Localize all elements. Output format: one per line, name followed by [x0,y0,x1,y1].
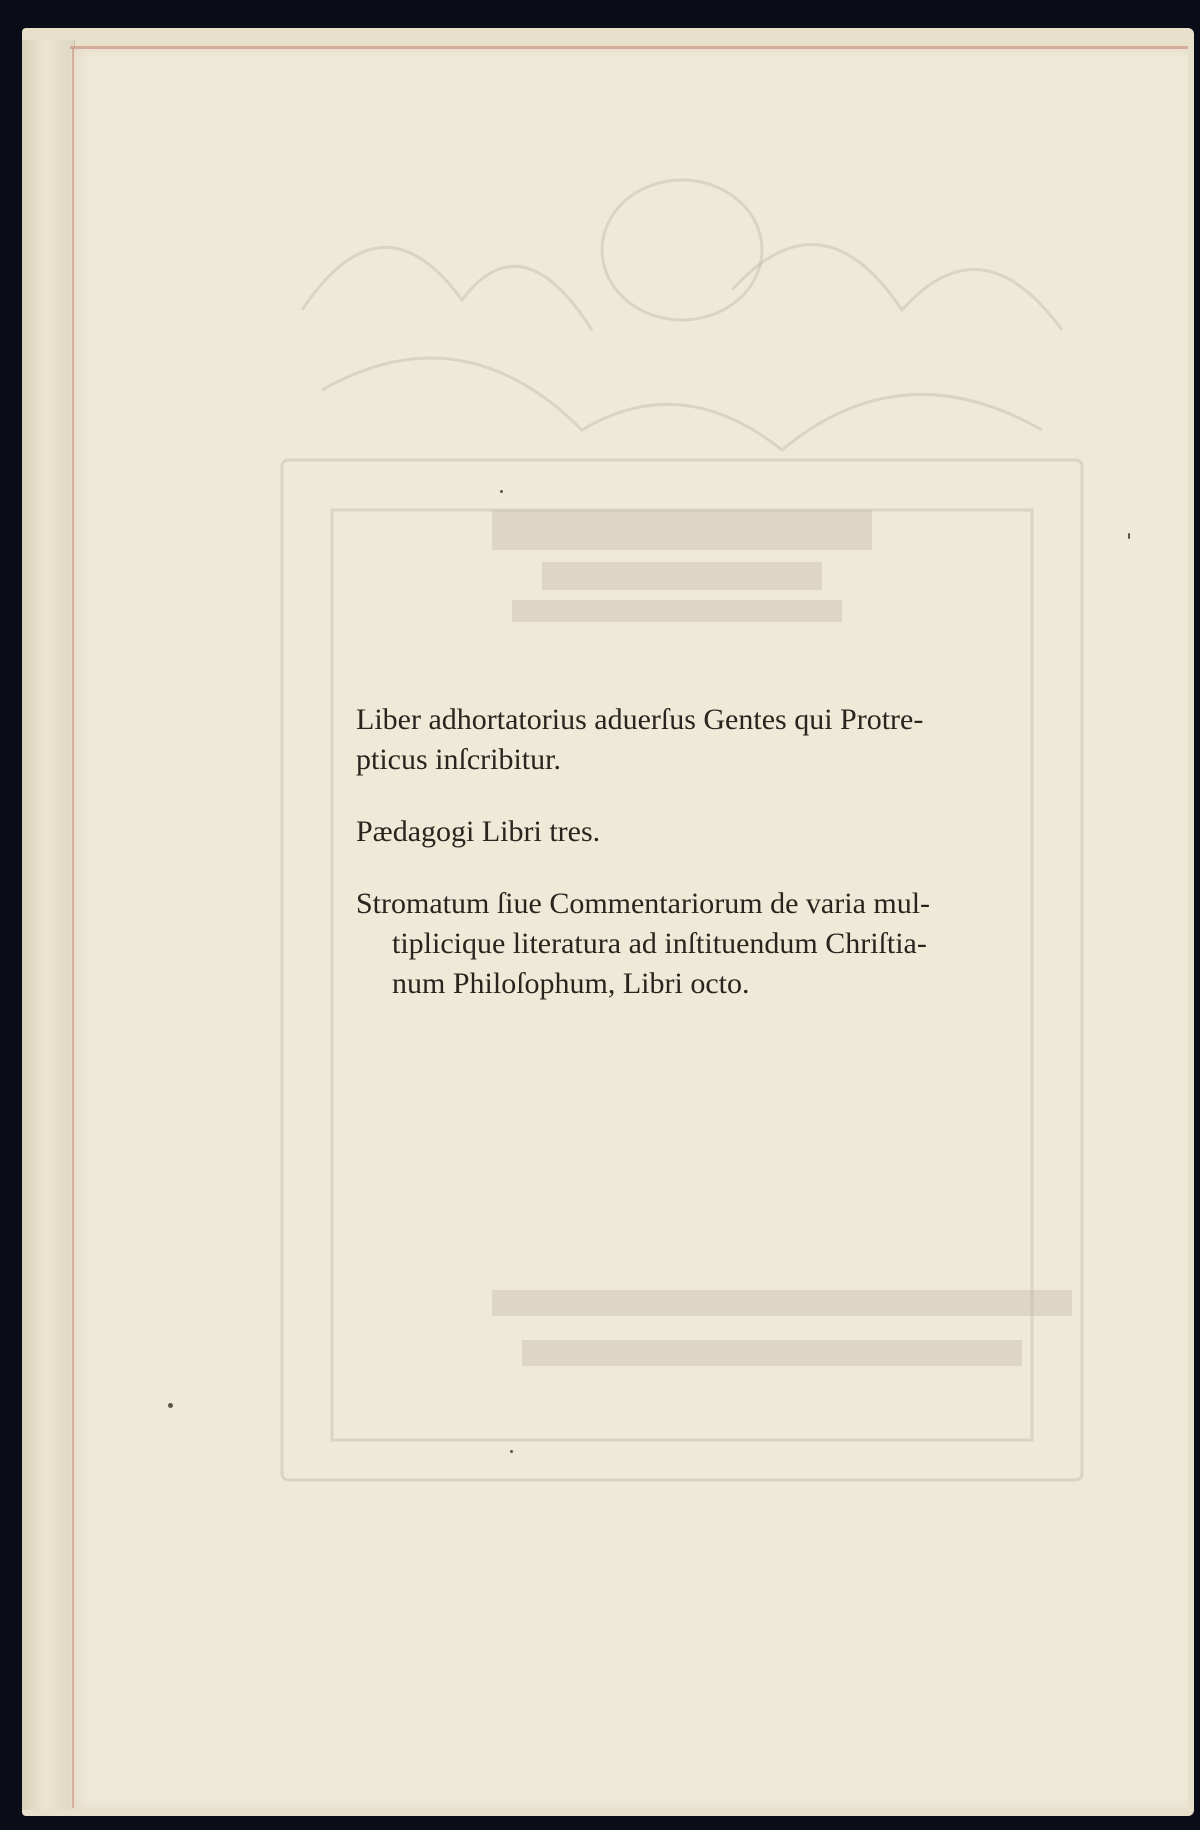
paper-speck [168,1403,173,1408]
book-spine [22,40,75,1810]
paper-speck [1128,533,1130,539]
entry-line: Liber adhortatorius aduerſus Gentes qui Protre- [356,703,924,736]
entry-line: tiplicique literatura ad inſtituendum Chriſtia- [392,927,927,960]
contents-list [356,700,1076,1036]
paper-speck [500,490,503,493]
entry-stromatum [356,884,1076,1004]
entry-line: num Philoſophum, Libri octo. [392,967,750,1000]
page-edge-left [72,48,74,1808]
entry-line: pticus inſcribitur. [356,743,561,776]
page-edge-top [70,46,1188,49]
paper-speck [510,1450,513,1453]
entry-line: Pædagogi Libri tres. [356,815,601,848]
entry-paedagogi [356,812,1076,852]
entry-protrepticus [356,700,1076,780]
entry-line: Stromatum ſiue Commentariorum de varia mul- [356,887,931,920]
